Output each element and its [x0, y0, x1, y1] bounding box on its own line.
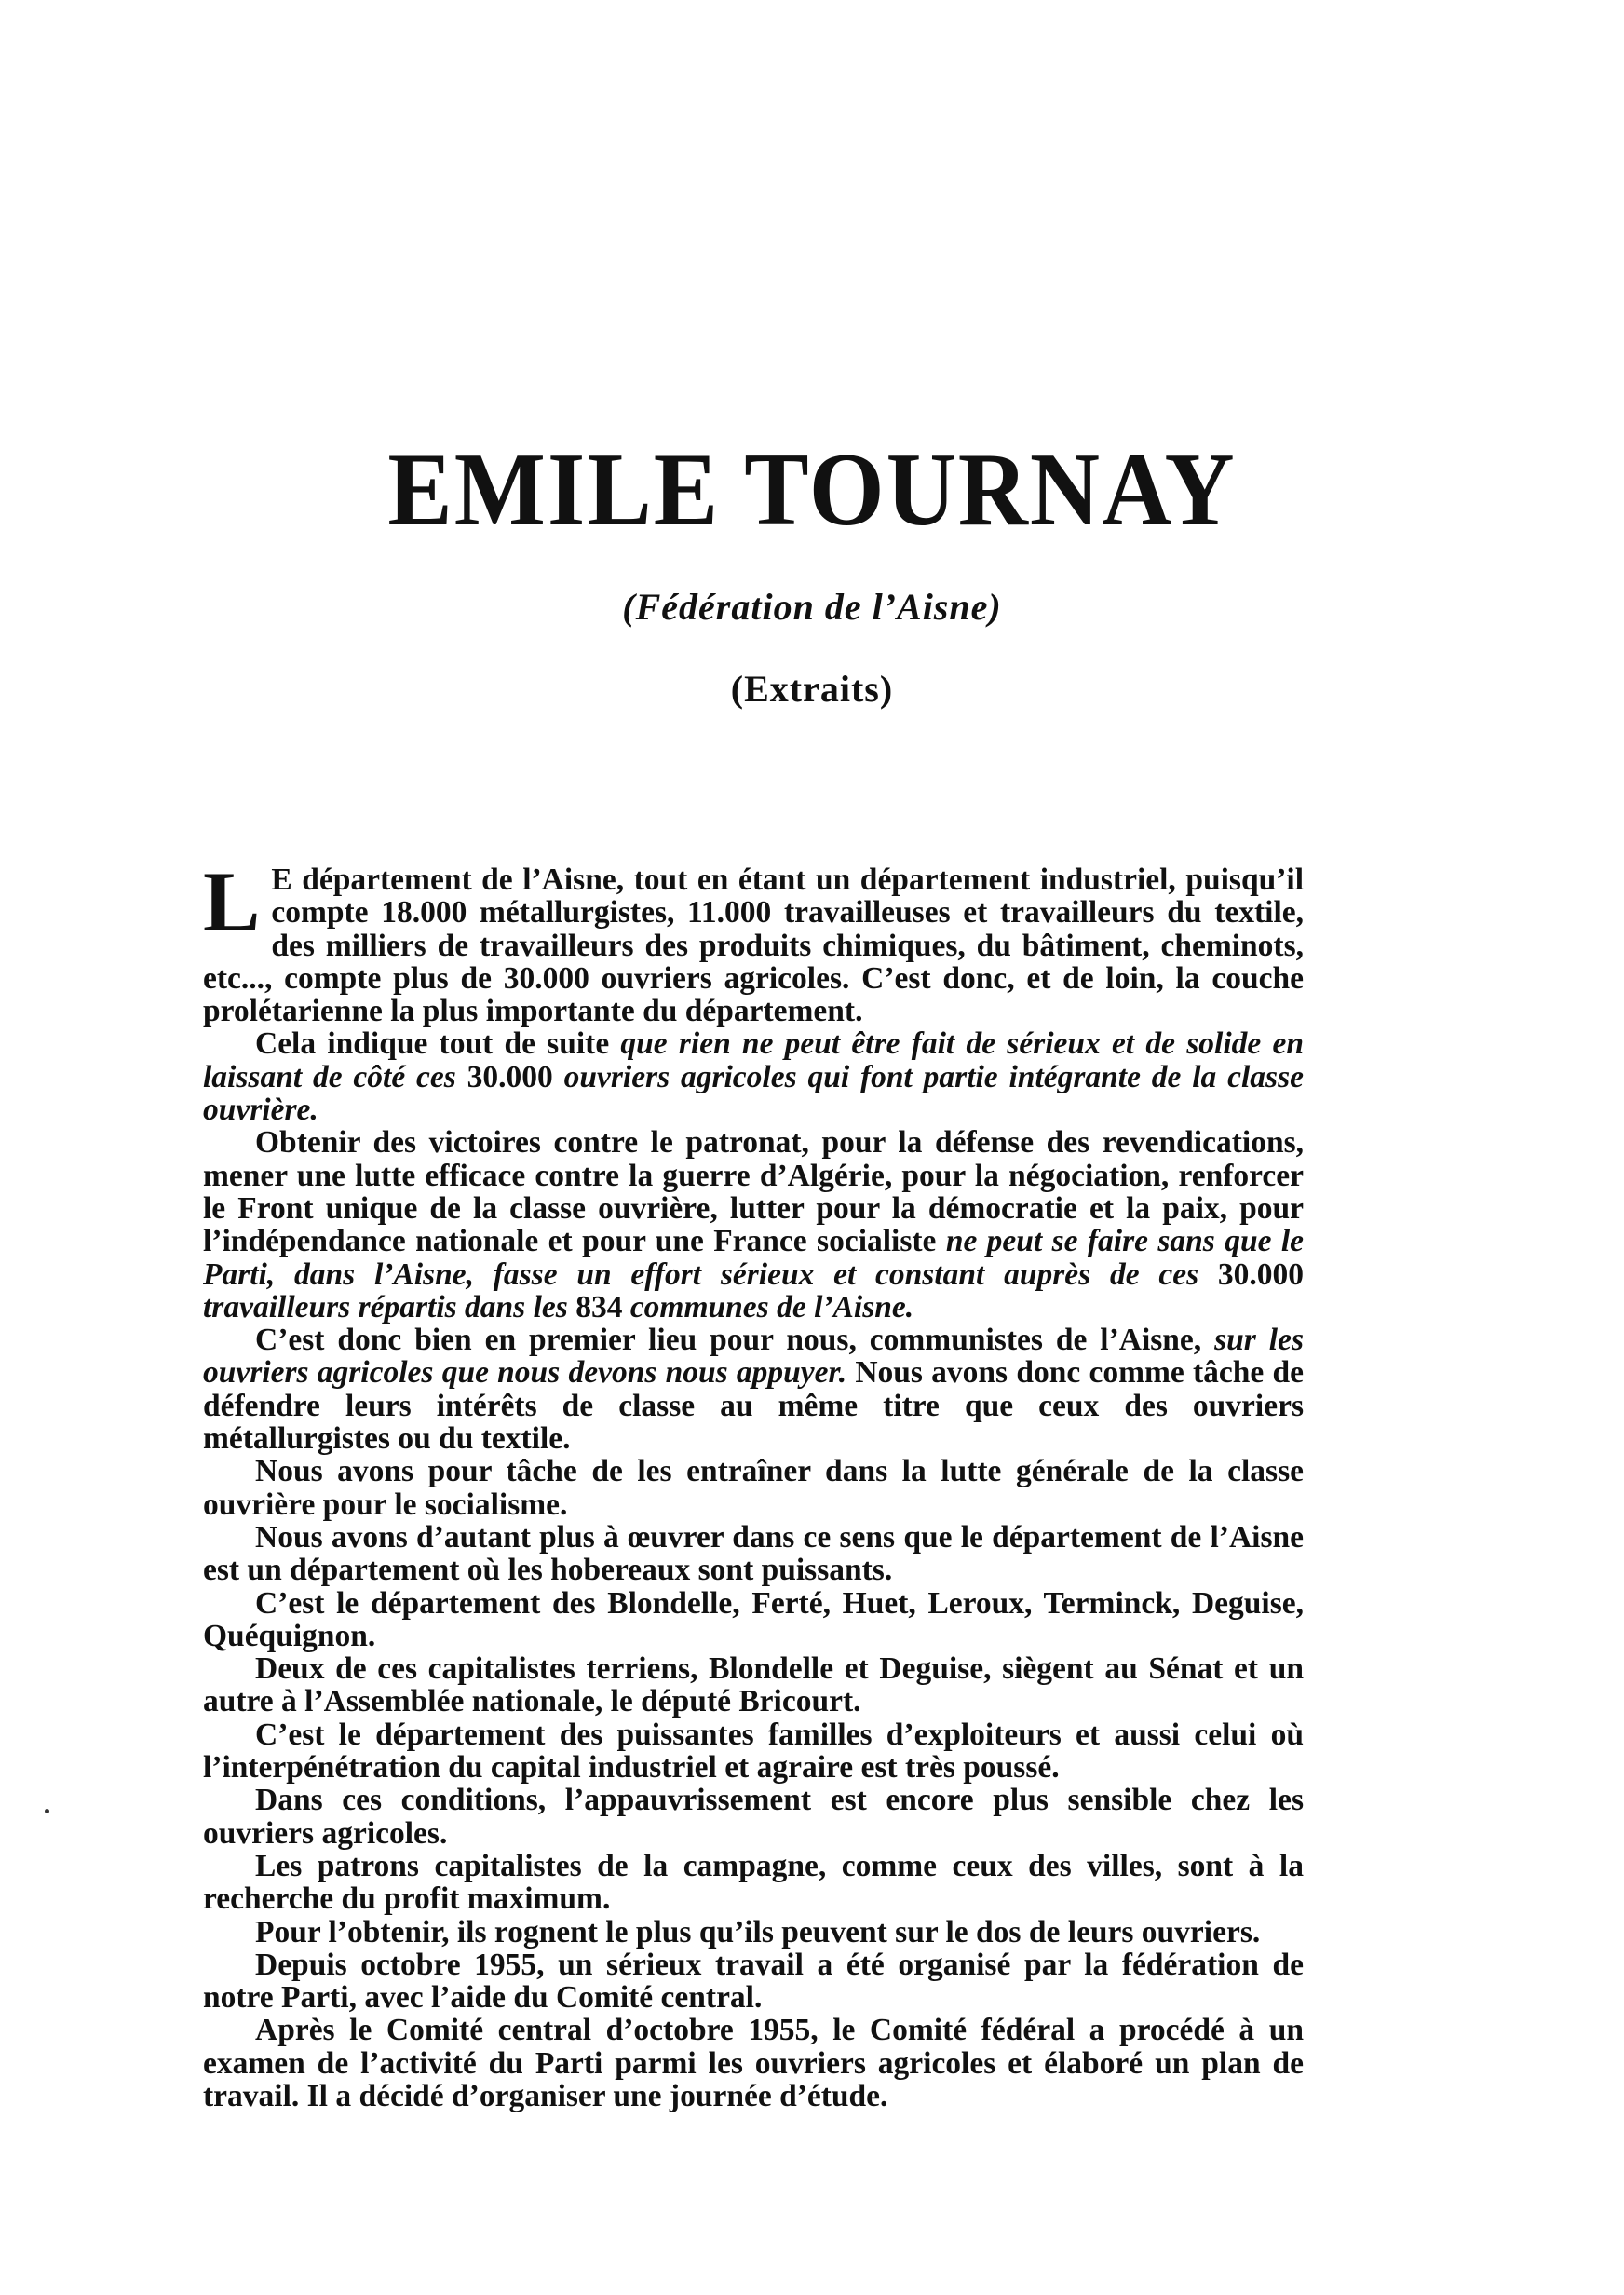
paragraph-3-emphasis-d: travailleurs répartis dans les	[203, 1289, 576, 1324]
paragraph-6: Nous avons d’autant plus à œuvrer dans ce sens que le département de l’Aisne est un département où les hobereaux sont puissants.	[203, 1519, 1304, 1588]
paragraph-3-emphasis-f: communes de l’Aisne.	[629, 1289, 914, 1324]
paragraph-2-emphasis-b: que rien ne peut être fait de sérieux et de solide en laissant de côté ces	[203, 1026, 1304, 1094]
paragraph-3-text-a: Obtenir des victoires contre le patronat, pour la défense des revendications, mener une lutte efficace contre la guerre d’Algérie, pour la négociation, renforcer le Front unique de la classe ouvrière, lutter pour la démocratie et la paix, pour l’indépendance nationale et pour une France socialiste	[203, 1125, 1304, 1259]
paragraph-12: Pour l’obtenir, ils rognent le plus qu’ils peuvent sur le dos de leurs ouvriers.	[255, 1914, 1261, 1949]
paragraph-13: Depuis octobre 1955, un sérieux travail a été organisé par la fédération de notre Parti, avec l’aide du Comité central.	[203, 1947, 1304, 2016]
paragraph-14: Après le Comité central d’octobre 1955, le Comité fédéral a procédé à un examen de l’activité du Parti parmi les ouvriers agricoles et élaboré un plan de travail. Il a décidé d’organiser une journée d’étude.	[203, 2013, 1304, 2113]
paragraph-5: Nous avons pour tâche de les entraîner dans la lutte générale de la classe ouvrière pour le socialisme.	[203, 1454, 1304, 1522]
paragraph-3	[203, 1126, 1304, 1324]
paragraph-4-emphasis-b: sur les ouvriers agricoles que nous devons nous appuyer.	[203, 1323, 1304, 1391]
paragraph-4	[203, 1324, 1304, 1455]
article-body	[203, 854, 1305, 2113]
margin-mark	[45, 1809, 49, 1813]
drop-cap: L	[203, 854, 261, 949]
extracts-note: (Extraits)	[730, 668, 894, 710]
page-title: EMILE TOURNAY	[387, 431, 1237, 548]
paragraph-1-text: E département de l’Aisne, tout en étant un département industriel, puisqu’il compte 18.000 métallurgistes, 11.000 travailleuses et travailleurs du textile, des milliers de travailleurs des produits chimiques, du bâtiment, cheminots, etc..., compte plus de 30.000 ouvriers agricoles. C’est donc, et de loin, la couche prolétarienne la plus importante du département.	[203, 862, 1304, 1029]
paragraph-2-text-a: Cela indique tout de suite	[255, 1026, 621, 1062]
paragraph-4-text-c: Nous avons donc comme tâche de défendre leurs intérêts de classe au même titre que ceux des ouvriers métallurgistes ou du textile.	[203, 1355, 1305, 1457]
paragraph-8: Deux de ces capitalistes terriens, Blondelle et Deguise, siègent au Sénat et un autre à l’Assemblée nationale, le député Bricourt.	[203, 1651, 1304, 1719]
paragraph-2	[203, 1027, 1304, 1126]
paragraph-11: Les patrons capitalistes de la campagne, comme ceux des villes, sont à la recherche du profit maximum.	[203, 1848, 1304, 1917]
paragraph-3-emphasis-b: ne peut se faire sans que le Parti, dans l’Aisne, fasse un effort sérieux et constant auprès de ces	[203, 1224, 1304, 1292]
paragraph-1	[203, 854, 1304, 1029]
page-subtitle: (Fédération de l’Aisne)	[622, 586, 1002, 628]
paragraph-10: Dans ces conditions, l’appauvrissement est encore plus sensible chez les ouvriers agricoles.	[203, 1783, 1304, 1851]
paragraph-3-number-c: 30.000	[1217, 1256, 1304, 1292]
paragraph-2-emphasis-d: ouvriers agricoles qui font partie intégrante de la classe ouvrière.	[203, 1059, 1304, 1128]
paragraph-3-number-e: 834	[575, 1289, 630, 1324]
paragraph-2-number: 30.000	[467, 1059, 564, 1094]
paragraph-7: C’est le département des Blondelle, Ferté, Huet, Leroux, Terminck, Deguise, Quéquignon.	[203, 1585, 1304, 1653]
paragraph-9: C’est le département des puissantes familles d’exploiteurs et aussi celui où l’interpénétration du capital industriel et agraire est très poussé.	[203, 1717, 1304, 1786]
paragraph-4-text-a: C’est donc bien en premier lieu pour nous, communistes de l’Aisne,	[255, 1323, 1215, 1358]
